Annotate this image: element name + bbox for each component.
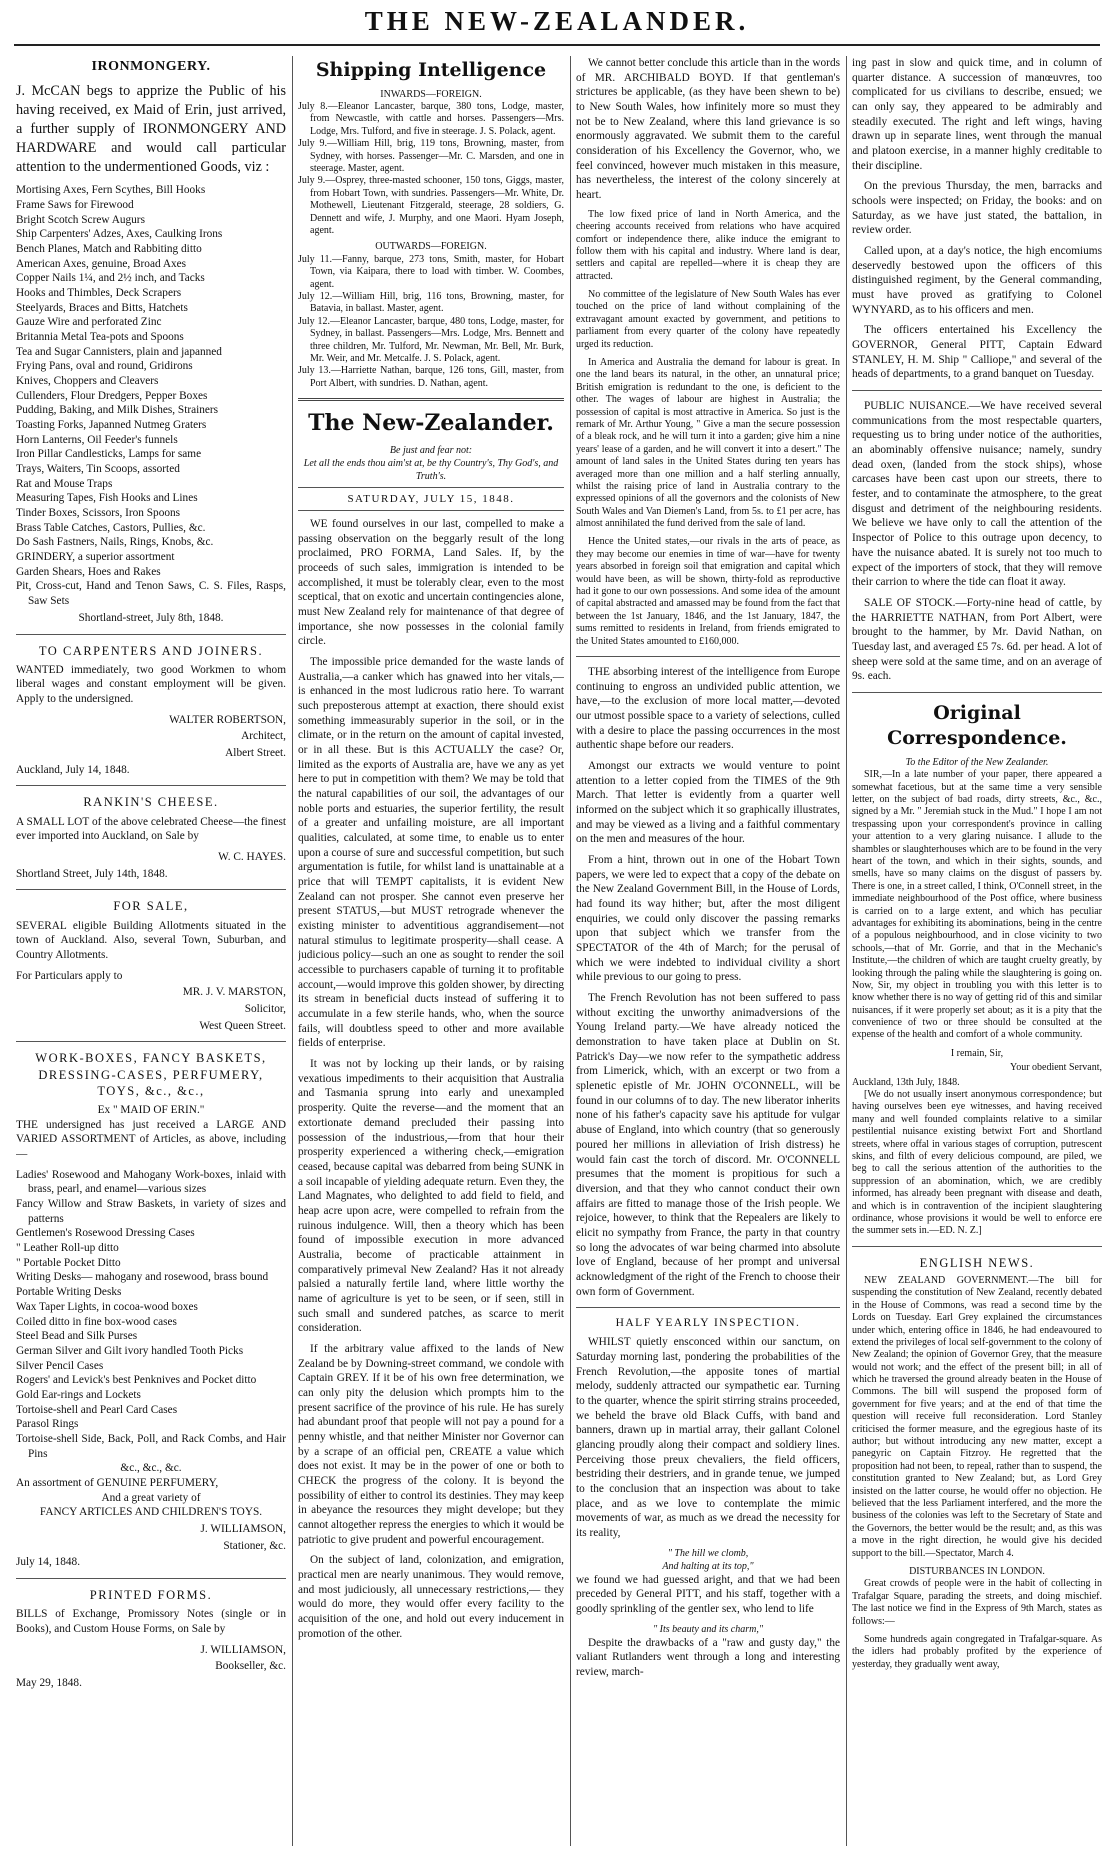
english-news-subheading: DISTURBANCES IN LONDON. xyxy=(909,1565,1045,1577)
news-paragraph: The French Revolution has not been suffered to pass without exciting the unworthy animadversions of the Young Ireland party.—We have already noticed the demonstration to have taken place at Dublin on St. Patrick's Day—we now refer to the sympathetic address from Limerick, which, with an excerpt or two from a splenetic epistle of Mr. JOHN O'CONNELL, will be found in our columns of to day. The new liberator inherits none of his father's capacity save his aptitude for vulgar abuse of England, into which country (that so generously poured her millions in alleviation of Irish distress) he would fain cast the torch of discord. Mr. O'CONNELL presumes that the moment is propitious for such a diversion, and that they who cannot conduct their own affairs are fitted to manage those of the Irish people. We rejoice, however, to think that the Repealers are likely to elicit no sympathy from France, the party in that country so long the advocates of war being charmed into absolute love of England, because of her prompt and universal acknowledgment of the right of the French to choose their own form of Government. xyxy=(576,992,840,1298)
list-item: Bench Planes, Match and Rabbiting ditto xyxy=(16,243,202,256)
cheese-body: A SMALL LOT of the above celebrated Cheese—the finest ever imported into Auckland, on Sale by xyxy=(16,815,286,843)
list-item: &c., &c., &c. xyxy=(120,1462,182,1475)
inspection-continued: Called upon, at a day's notice, the high encomiums deservedly bestowed upon the officers of this distinguished regiment, by the General commanding, must have proved as gratifying to Colonel WYNYARD, as to his officers and men. xyxy=(852,245,1102,316)
list-item: Portable Writing Desks xyxy=(16,1286,122,1299)
list-item: Trays, Waiters, Tin Scoops, assorted xyxy=(16,463,180,476)
forsale-apply: For Particulars apply to xyxy=(16,969,123,982)
list-item: Parasol Rings xyxy=(16,1418,79,1431)
divider xyxy=(852,390,1102,391)
column-divider xyxy=(292,56,293,1846)
motto-line: Let all the ends thou aim'st at, be thy Country's, Thy God's, and Truth's. xyxy=(303,457,559,482)
boyd-extract: No committee of the legislature of New South Wales has ever touched on the price of land without complaining of the extravagant amount exacted by government, and petitions to parliament from every quarter of the colony have repeatedly urged its reduction. xyxy=(576,289,840,350)
correspondence-heading: Original Correspondence. xyxy=(887,701,1067,749)
list-item: Copper Nails 1¼, and 2½ inch, and Tacks xyxy=(16,272,205,285)
list-item: Measuring Tapes, Fish Hooks and Lines xyxy=(16,492,198,505)
list-item: American Axes, genuine, Broad Axes xyxy=(16,257,187,270)
workboxes-intro: THE undersigned has just received a LARGE AND VARIED ASSORTMENT of Articles, as above, including— xyxy=(16,1118,286,1161)
column-shipping-leader xyxy=(298,56,564,1856)
list-item: Britannia Metal Tea-pots and Spoons xyxy=(16,331,184,344)
list-item: German Silver and Gilt ivory handled Tooth Picks xyxy=(16,1344,244,1357)
list-item: Knives, Choppers and Cleavers xyxy=(16,375,159,388)
forsale-body: SEVERAL eligible Building Allotments situated in the town of Auckland. Also, several Town, Suburban, and Country Allotments. xyxy=(16,919,286,961)
list-item: Toasting Forks, Japanned Nutmeg Graters xyxy=(16,419,207,432)
inspection-quote: " Its beauty and its charm," xyxy=(652,1623,764,1635)
forsale-heading: FOR SALE, xyxy=(113,899,189,914)
shipping-entry: July 13.—Harriette Nathan, barque, 126 tons, Gill, master, from Port Albert, with sundries. D. Nathan, agent. xyxy=(298,365,564,389)
list-item: Tortoise-shell and Pearl Card Cases xyxy=(16,1403,178,1416)
list-item: Hooks and Thimbles, Deck Scrapers xyxy=(16,287,182,300)
leader-paragraph: We cannot better conclude this article than in the words of MR. ARCHIBALD BOYD. If that gentleman's strictures be applicable, (as they have been shewn to be) to New South Wales, how infinitely more so must they not be to New Zealand, where this land grievance is so enormously aggravated. We submit them to the careful consideration of his Excellency the Governor, who, we feel convinced, however much mistaken in this measure, has nevertheless, the interest of the colony sincerely at heart. xyxy=(576,57,840,202)
inspection-continued: On the previous Thursday, the men, barracks and schools were inspected; on Friday, the books: and on Saturday, as we have just stated, the battalion, in review order. xyxy=(852,180,1102,237)
list-item: Rat and Mouse Traps xyxy=(16,477,113,490)
ironmongery-heading: IRONMONGERY. xyxy=(91,59,211,74)
list-item: Cullenders, Flour Dredgers, Pepper Boxes xyxy=(16,389,208,402)
correspondence-closing: I remain, Sir, xyxy=(950,1047,1004,1059)
list-item: Rogers' and Levick's best Penknives and Pocket ditto xyxy=(16,1374,257,1387)
printed-date: May 29, 1848. xyxy=(16,1676,82,1689)
inspection-paragraph: Despite the drawbacks of a "raw and gusty day," the valiant Rutlanders went through a long and interesting review, march- xyxy=(576,1636,840,1678)
column-divider xyxy=(570,56,571,1846)
list-item: Iron Pillar Candlesticks, Lamps for same xyxy=(16,448,202,461)
divider xyxy=(298,487,564,488)
list-item: Garden Shears, Hoes and Rakes xyxy=(16,565,161,578)
list-item: Ladies' Rosewood and Mahogany Work-boxes, inlaid with brass, pearl, and enamel—various sizes xyxy=(16,1168,286,1196)
shipping-entry: July 9.—Osprey, three-masted schooner, 150 tons, Giggs, master, from Hobart Town, with sundries. Passengers—Mr. White, Dr. Mothewell, Lieutenant Fitzgerald, steerage, 28 soldiers, G. Dennett and wife, J. Murphy, and one Maori. Hyam Joseph, agent. xyxy=(298,175,564,236)
masthead-rule xyxy=(14,44,1100,46)
column-news xyxy=(576,56,840,1856)
list-item: Wax Taper Lights, in cocoa-wood boxes xyxy=(16,1300,198,1313)
outwards-heading: OUTWARDS—FOREIGN. xyxy=(375,241,487,253)
cheese-signer: W. C. HAYES. xyxy=(218,851,286,864)
motto-line: Be just and fear not: xyxy=(389,444,473,456)
english-news-heading: ENGLISH NEWS. xyxy=(919,1255,1035,1270)
carpenters-signer: WALTER ROBERTSON, xyxy=(169,713,286,726)
carpenters-date: Auckland, July 14, 1848. xyxy=(16,763,130,776)
workboxes-heading: WORK-BOXES, FANCY BASKETS, DRESSING-CASES, PERFUMERY, TOYS, &c., &c., xyxy=(35,1051,267,1098)
shipping-entry: July 9.—William Hill, brig, 119 tons, Browning, master, from Sydney, with horses. Passenger—Mr. C. Marsden, and one in steerage. Master, agent. xyxy=(298,138,564,175)
leader-paragraph: On the subject of land, colonization, and emigration, practical men are nearly unanimous. They would remove, and most judiciously, all unnecessary restrictions,— they would do more, they would offer every facility to the acquisition of the one, and hold out every inducement in promotion of the other. xyxy=(298,1554,564,1640)
dateline: SATURDAY, JULY 15, 1848. xyxy=(347,492,515,505)
list-item: Fancy Willow and Straw Baskets, in variety of sizes and patterns xyxy=(16,1198,286,1225)
divider xyxy=(852,1246,1102,1247)
divider xyxy=(16,889,286,890)
column-advertisements xyxy=(16,56,286,1856)
column-local-correspondence xyxy=(852,56,1102,1856)
masthead: THE NEW-ZEALANDER. xyxy=(364,6,750,36)
divider xyxy=(16,1578,286,1579)
news-paragraph: Amongst our extracts we would venture to point attention to a letter copied from the TIMES of the 9th March. That letter is evidently from a quarter well informed on the subject which it so graphically illustrates, and may be viewed as a living and a faithful commentary on the men and measures of the hour. xyxy=(576,760,840,846)
list-item: Do Sash Fastners, Nails, Rings, Knobs, &c. xyxy=(16,536,214,549)
list-item: Brass Table Catches, Castors, Pullies, &c. xyxy=(16,521,206,534)
boyd-extract: Hence the United states,—our rivals in the arts of peace, as they may become our enemies in time of war—have for twenty years absorbed in foreign soil that emigration and capital which would have been, as will be shown, thirty-fold as reproductive had it gone to our own possessions. And some idea of the amount of capital abstracted and amassed may be found from the fact that between the 1st January, 1846, and the 1st January, 1847, the sums remitted to residents in Ireland, from friends emigrated to the United States amounted to £160,000. xyxy=(576,536,840,647)
list-item: Steelyards, Braces and Bitts, Hatchets xyxy=(16,301,188,314)
workboxes-signer: J. WILLIAMSON, xyxy=(200,1522,286,1535)
workboxes-list xyxy=(16,1168,286,1476)
leader-paragraph: WE found ourselves in our last, compelled to make a passing observation on the beggarly result of the long proclaimed, PRO FORMA, Land Sales. If, by the proceeds of such sales, immigration is intended to be accomplished, it must be tolerably clear, even to the most sceptical, that on exotic and uncertain contingencies alone, must New Zealand rely for maintenance of that degree of importance, she now possesses in the colonial family circle. xyxy=(298,517,564,648)
forsale-title: Solicitor, xyxy=(244,1003,286,1015)
list-item: " Portable Pocket Ditto xyxy=(16,1256,121,1269)
divider xyxy=(16,785,286,786)
carpenters-body: WANTED immediately, two good Workmen to whom liberal wages and constant employment will be given. Apply to the undersigned. xyxy=(16,663,286,706)
boyd-extract: In America and Australia the demand for labour is great. In one the land bears its natural, in the other, an unnatural price; British emigration is redundant to the one, is deficient to the other. The wages of labour are highest in Australia; the possession of capital is most attractive in America. So just is the remark of Mr. Arthur Young, " Give a man the secure possession of a bleak rock, and he will turn it into a garden; give him a nine years' lease of a garden, and he will convert it into a desert." The amount of land sales in the United States during ten years has averaged more than one million and a half sterling annually, whilst the raising price of land in Australia contrary to the expressed opinions of all the governors and the colonists of New South Wales and Van Diemen's Land, from 5s. to £1 per acre, has almost annihilated the fund derived from the sale of land. xyxy=(576,357,840,530)
list-item: Gauze Wire and perforated Zinc xyxy=(16,316,162,329)
inspection-heading: HALF YEARLY INSPECTION. xyxy=(615,1317,801,1330)
printed-signer: J. WILLIAMSON, xyxy=(200,1643,286,1656)
column-divider xyxy=(846,56,847,1846)
list-item: Writing Desks— mahogany and rosewood, brass bound xyxy=(16,1271,269,1284)
workboxes-title: Stationer, &c. xyxy=(223,1539,286,1552)
shipping-heading: Shipping Intelligence xyxy=(315,59,547,81)
list-item: GRINDERY, a superior assortment xyxy=(16,551,175,564)
leader-paragraph: The impossible price demanded for the waste lands of Australia,—a canker which has gnawed into her vitals,—is enhanced in the most ludicrous ratio here. To warrant such preposterous attempt at exaction, there should exist something immeasurably superior in the soil, or in the climate, or in the return on the amount of capital invested, or in all these. But is this ACTUALLY the case? Or, limited as the exports of Australia are, have we any as yet here to put in competition with them? We may be told that the natural capabilities of our soil, the advantages of our noble ports and estuaries, the superior fertility, the result of a greater and unfailing moisture, are all important qualities, calculated, at some time, to enable us to enter upon a course of sure and successful competition, but such argumentation is futile, for whilst land is unattainable at a price that will TEMPT capitalists, it is evident New Zealand can not prosper. She cannot even preserve her present STATUS,—but MUST retrograde whenever the existing minister to adventitious aggrandisement—not natural stimulus to legitimate prosperity—shall cease. A judicious policy—such an one as sought to render the soil accessible to purchasers capable of turning it to profitable account,—would improve this golden shower, by directing its stream in beneficial ducts instead of suffering it to accumulate in a few sterile hands, who, when the source fails, will doubtless speed to other and more available fields of enterprise. xyxy=(298,656,564,1050)
divider xyxy=(576,656,840,657)
public-nuisance-paragraph: PUBLIC NUISANCE.—We have received several communications from the most respectable quarters, requesting us to bring under notice of the authorities, an abominably offensive nuisance; namely, sundry dead oxen, (landed from the stock ships), whose carcases have been cast upon our streets, there to fester, and to contaminate the atmosphere, to the great disgust and detriment of the neighbouring residents. We believe we have only to call the attention of the Inspector of Police to this outrage upon decency, to have the nuisance abated. It is surely not too much to expect of the importers of stock, that they will remove their carrion to where the tide can float it away. xyxy=(852,400,1102,589)
shipping-entry: July 8.—Eleanor Lancaster, barque, 380 tons, Lodge, master, from Newcastle, with cattle and horses. Passengers—Mrs. Lodge, Mrs. Tulford, and five in steerage. J. S. Polack, agent. xyxy=(298,101,564,137)
inspection-paragraph: WHILST quietly ensconced within our sanctum, on Saturday morning last, pondering the probabilities of the French Revolution,—the apposite tones of martial melody, suddenly attracted our sympathetic ear. Turning to the quarter, whence the spirit stirring strains proceeded, we beheld the brave old Black Cuffs, with band and banners, drawn up in martial array, their gallant Colonel glancing proudly along their compact and soldiery lines. Perceiving those preux chevaliers, the field officers, bestriding their destriers, and in grande tenue, we jumped to the conclusion that an inspection was about to take place, and as we love to contemplate the mimic movements of war, as much as we dread the necessity for its reality, xyxy=(576,1336,840,1539)
list-item: Tea and Sugar Cannisters, plain and japanned xyxy=(16,345,222,358)
english-news-paragraph: NEW ZEALAND GOVERNMENT.—The bill for suspending the constitution of New Zealand, recently debated in the House of Commons, was read a second time by the Lords on Tuesday. Earl Grey explained the circumstances under which, entering office in 1846, he had endeavoured to extend the privileges of local self-government to the colony of New Zealand; the opinion of Governor Grey, that the measure would not work; and the effect of the present bill; in all of which he traversed the ground already beaten in the House of Commons. The bill will suspend the proposed form of government for five years; and at the end of that time the question will receive full reconsideration. Lord Stanley criticised the former measure, and the egregious haste of its author; but without introducing any new matter, except a panegyric on Captain Fitzroy. He regretted that the proposition had not been, to repeal, rather than to suspend, the constitution granted to New Zealand; but, as Lord Grey insisted on the latter course, he would offer no objection. He believed that the less Parliament interfered, and the more the business of the colonies was left to the Secretary of State and the Governors, the better would be the result; and, as this was a move in the right direction, he would give his decided support to the bill.—Spectator, March 4. xyxy=(852,1274,1102,1559)
editor-note: [We do not usually insert anonymous correspondence; but having ourselves been eye witnesses, and having received many and well founded complaints relative to a similar pestilential nuisance existing betwixt Fort and Shortland streets, where offal in various stages of corruption, putrescent skins, and filth of every delicious compound, are piled, we beg to call the serious attention of the authorities to the suppression of an abomination, which, we are credibly informed, has already been pregnant with disease and death, and which is in contravention of the incipient slaughtering ordinance, whose provisions it would be well to enforce ere the summer sets in.—ED. N. Z.] xyxy=(852,1089,1102,1237)
news-paragraph: THE absorbing interest of the intelligence from Europe continuing to engross an undivided public attention, we have,—to the exclusion of more local matter,—devoted our utmost possible space to a variety of selections, culled with a desire to place the passing occurrences in the most authentic shape before our readers. xyxy=(576,666,840,752)
boyd-extract: The low fixed price of land in North America, and the cheering accounts received from relations who have acquired comfort or independence there, alike induce the emigrant to follow them with his capital and industry. Where land is dear, settlers and capital are repelled—where it is cheap they are attracted. xyxy=(576,208,840,282)
divider xyxy=(298,510,564,511)
list-item: Mortising Axes, Fern Scythes, Bill Hooks xyxy=(16,184,206,197)
list-item: Ship Carpenters' Adzes, Axes, Caulking Irons xyxy=(16,228,223,241)
carpenters-title: Architect, xyxy=(241,730,286,743)
correspondence-closing: Your obedient Servant, xyxy=(1009,1062,1102,1074)
printed-title: Bookseller, &c. xyxy=(215,1660,286,1673)
list-item: Tinder Boxes, Scissors, Iron Spoons xyxy=(16,507,181,520)
list-item: Silver Pencil Cases xyxy=(16,1359,104,1372)
leader-paragraph: It was not by locking up their lands, or by raising vexatious impediments to their acquisition that Australia and Tasmania sprung into early and unexampled prosperity. Quite the reverse—and the moment that an extortionate demand precluded their passing into possession of the industrious,—from that hour their prosperity experienced a withering check,—emigration ceased, because capital was debarred from being SUNK in a soil incapable of yielding adequate return. Even they, the Land Magnates, who delighted to add field to field, and heap acre upon acre, were compelled to refrain from the ruinous indulgence. Will, then a theory which has been found of impossible execution in more advanced Australia, become of practicable attainment in comparatively primeval New Zealand? Has it not already palsied a naturally fertile land, where little worthy the name of agriculture is yet to be seen, or if seen, still in such small and sundered patches, as scarce to merit consideration. xyxy=(298,1058,564,1335)
shipping-entry: July 12.—Eleanor Lancaster, barque, 480 tons, Lodge, master, for Sydney, in ballast. Passengers—Mrs. Lodge, Mrs. Bennett and three children, Mr. Tulford, Mr. Newman, Mr. Bell, Mr. Burk, Mr. Weir, and Mr. Metcalfe. J. S. Polack, agent. xyxy=(298,315,564,364)
newspaper-nameplate: The New-Zealander. xyxy=(308,410,554,437)
divider xyxy=(16,634,286,635)
english-news-paragraph: Some hundreds again congregated in Trafalgar-square. As the idlers had probably profited by the experience of yesterday, they gradually went away, xyxy=(852,1633,1102,1670)
carpenters-address: Albert Street. xyxy=(225,747,286,760)
cheese-date: Shortland Street, July 14th, 1848. xyxy=(16,867,168,880)
forsale-address: West Queen Street. xyxy=(199,1019,286,1032)
list-item: Tortoise-shell Side, Back, Poll, and Rack Combs, and Hair Pins xyxy=(16,1432,286,1460)
printed-body: BILLS of Exchange, Promissory Notes (single or in Books), and Custom House Forms, on Sale by xyxy=(16,1608,286,1635)
cheese-heading: RANKIN'S CHEESE. xyxy=(83,795,219,810)
list-item: Horn Lanterns, Oil Feeder's funnels xyxy=(16,433,178,446)
printed-heading: PRINTED FORMS. xyxy=(89,1587,213,1602)
list-item: Gold Ear-rings and Lockets xyxy=(16,1388,141,1401)
list-item: Coiled ditto in fine box-wood cases xyxy=(16,1315,177,1328)
shipping-entry: July 12.—William Hill, brig, 116 tons, Browning, master, for Batavia, in ballast. Master, agent. xyxy=(298,290,564,315)
list-item: Gentlemen's Rosewood Dressing Cases xyxy=(16,1227,195,1240)
list-item: " Leather Roll-up ditto xyxy=(16,1242,119,1255)
correspondence-date: Auckland, 13th July, 1848. xyxy=(852,1076,960,1088)
shipping-entry: July 11.—Fanny, barque, 273 tons, Smith, master, for Hobart Town, via Kaipara, there to load with timber. W. Coombes, agent. xyxy=(298,253,564,290)
english-news-paragraph: Great crowds of people were in the habit of collecting in Trafalgar Square, parading the streets, and doing mischief. The last notice we find in the Express of 9th March, states as follows:— xyxy=(852,1578,1102,1627)
forsale-signer: MR. J. V. MARSTON, xyxy=(182,986,286,999)
ironmongery-intro: J. McCAN begs to apprize the Public of his having received, ex Maid of Erin, just arrived, a further supply of IRONMONGERY AND HARDWARE and would call particular attention to the undermentioned Goods, viz : xyxy=(16,83,286,176)
sale-of-stock-paragraph: SALE OF STOCK.—Forty-nine head of cattle, by the HARRIETTE NATHAN, from Port Albert, were brought to the hammer, by Mr. David Nathan, on Tuesday last, and averaged £5 7s. 6d. per head. A lot of sheep were sold at the same time, and on an average of 9s. each. xyxy=(852,596,1102,683)
list-item: Frame Saws for Firewood xyxy=(16,199,134,212)
workboxes-variety: And a great variety of xyxy=(101,1491,201,1504)
inspection-continued: The officers entertained his Excellency the GOVERNOR, General PITT, Captain Edward STANLEY, H. M. Ship " Calliope," and several of the heads of departments, to a grand banquet on Tuesday. xyxy=(852,324,1102,381)
news-paragraph: From a hint, thrown out in one of the Hobart Town papers, we were led to expect that a copy of the debate on the New Zealand Government Bill, in the House of Lords, had found its way hither; but, after the most diligent enquiries, we could only discover the passing remarks upon that subject which we transfer from the SPECTATOR of the 4th of March; for the perusal of which we were indebted to individual civility a short while previous to our going to press. xyxy=(576,854,840,984)
workboxes-perfume: An assortment of GENUINE PERFUMERY, xyxy=(16,1476,219,1489)
ironmongery-date: Shortland-street, July 8th, 1848. xyxy=(78,611,224,624)
inspection-quote: And halting at its top," xyxy=(662,1560,754,1572)
inwards-heading: INWARDS—FOREIGN. xyxy=(380,88,482,100)
divider xyxy=(16,1041,286,1042)
list-item: Bright Scotch Screw Augurs xyxy=(16,213,145,226)
workboxes-toys: FANCY ARTICLES AND CHILDREN'S TOYS. xyxy=(39,1506,263,1519)
list-item: Pit, Cross-cut, Hand and Tenon Saws, C. S. Files, Rasps, Saw Sets xyxy=(16,580,286,608)
correspondence-letter: SIR,—In a late number of your paper, there appeared a somewhat facetious, but at the same time a very sensible letter, on the subject of bad roads, dirty streets, &c., &c., signed by a Mr. " Jeremiah stuck in the Mud." I hope I am not trespassing upon your correspondent's province in calling your attention to a very glaring nuisance. I allude to the shambles or slaughterhouses which are to be found in the very heart of the town, and which in their sights, sounds, and smells, have so many claims on the disgust of passers by. There is one, in a street called, I think, O'Connell street, in the immediate neighbourhood of the Post office, where business is carried on to a large extent, and which has peculiar advantages for exhibiting its abominations, being in the centre of a populous neighbourhood, and in close vicinity to two schools,—that of Mr. Gorrie, and that in the Mechanic's Institute,—the children of which are taught cruelty greatly, by looking through the paling while the slaughtering is going on. Now, Sir, my object in troubling you with this letter is to know whether there is no way of getting rid of this and similar nuisances, if it were properly set about; as it is a pity that the convenience of two or three should be consulted at the expense of the health and comfort of a whole community. xyxy=(852,769,1102,1041)
inspection-continued: ing past in slow and quick time, and in column of quarter distance. A succession of manœuvres, too complicated for us civilians to describe, ensued; we can only say, they appeared to be admirably and steadily executed. The right and left wings, having drawn up in separate lines, went through the manual and platoon exercise, in a manner highly creditable to their discipline. xyxy=(852,57,1102,172)
divider xyxy=(576,1307,840,1308)
carpenters-heading: TO CARPENTERS AND JOINERS. xyxy=(38,643,264,658)
correspondence-to: To the Editor of the New Zealander. xyxy=(905,757,1049,769)
divider xyxy=(852,692,1102,693)
inspection-paragraph: we found we had guessed aright, and that we had been preceded by General PITT, and his staff, together with a goodly sprinkling of the gentler sex, who lend to life xyxy=(576,1573,840,1615)
workboxes-ship: Ex " MAID OF ERIN." xyxy=(97,1104,205,1117)
ironmongery-list xyxy=(16,183,286,608)
leader-paragraph: If the arbitrary value affixed to the lands of New Zealand be by Downing-street command, we condole with Captain GREY. If it be of his own free determination, we can only pity the delusion which prompts him to the present sacrifice of the province of his rule. He has surely had abundant proof that people will not pay a pound for a penny whistle, and that neither Minister nor Governor can by a scrape of an official pen, CREATE a value which does not exist. It may be in the power of one or both to CHECK the progress of the colony. It is beyond the possibility of either to control its destinies. They may keep in abeyance the resources they might develope; but they cannot altogether repress the energies to which it would be patriotic to give prudent and powerful encouragement. xyxy=(298,1342,564,1546)
workboxes-date: July 14, 1848. xyxy=(16,1556,81,1569)
list-item: Frying Pans, oval and round, Gridirons xyxy=(16,360,193,373)
inspection-quote: " The hill we clomb, xyxy=(667,1547,749,1559)
divider xyxy=(298,398,564,401)
list-item: Pudding, Baking, and Milk Dishes, Strainers xyxy=(16,404,219,417)
list-item: Steel Bead and Silk Purses xyxy=(16,1330,138,1343)
